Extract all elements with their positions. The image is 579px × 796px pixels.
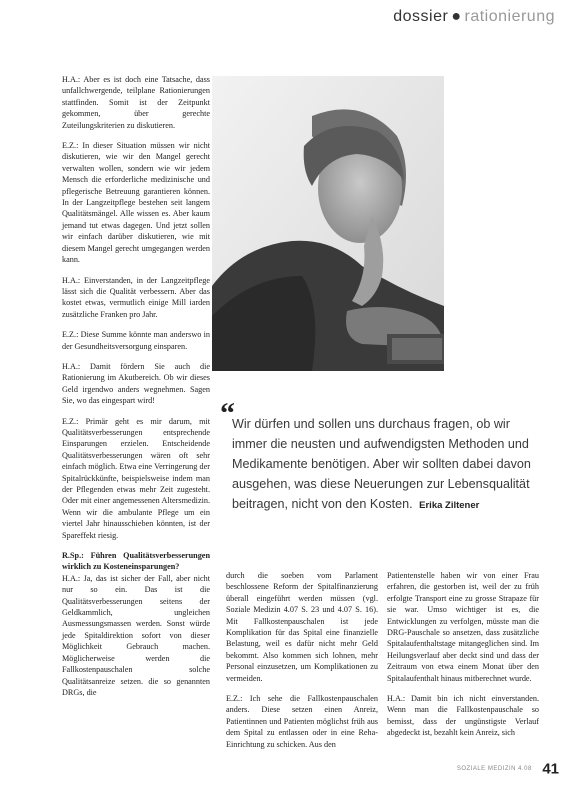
- header-separator: ●: [451, 8, 462, 25]
- section-header: [393, 8, 555, 26]
- quote-text: Wir dürfen und sollen uns durchaus fragen, ob wir immer die neusten und aufwendigsten Methoden und Medikamente benötigen. Aber wir sollten dabei davon ausgehen, was diese Neuerungen zur Lebensqualität beitragen, nicht von den Kosten.: [232, 417, 531, 511]
- paragraph: durch die soeben vom Parlament beschlossene Reform der Spitalfinanzierung überall eingeführt werden müssen (vgl. Soziale Medizin 4.07 S. 23 und 4.07 S. 16). Mit Fallkostenpauschalen ist jede Komplikation für das Spital eine finanzielle Belastung, weil es dafür nicht mehr Geld bekommt. Also kommen sich lohnen, mehr Personal einzusetzen, um Komplikationen zu vermeiden.: [226, 571, 378, 683]
- header-keyword-dossier: dossier: [393, 8, 449, 25]
- left-column: [62, 74, 210, 707]
- portrait-photo: [212, 76, 444, 371]
- quote-author: Erika Ziltener: [419, 500, 480, 511]
- paragraph: H.A.: Damit fördern Sie auch die Rationierung im Akutbereich. Ob wir dieses Geld irgendwo anders wegnehmen. Sagen Sie, wo das eingespart wird!: [62, 361, 210, 406]
- quote-mark: “: [220, 397, 235, 430]
- paragraph: H.A.: Ja, das ist sicher der Fall, aber nicht nur so ein. Das ist die Qualitätsverbesserungen seitens der Geldkammlich, ungleichen Ausmessungsmassen werden. Sonst würde jede Spitaldirektion sofort von dieser Möglichkeit Gebrauch machen. Möglicherweise werden die Fallkostenpauschalen solche Qualitätsanreize setzen. die so genannten DRGs, die: [62, 573, 210, 697]
- paragraph: E.Z.: In dieser Situation müssen wir nicht diskutieren, wie wir den Mangel gerecht verwalten wollen, sondern wie wir jedem Mensch die erforderliche medizinische und pflegerische Betreuung garantieren können. In der Langzeitpflege bestehen seit langem Qualitätsmängel. Alle wissen es. Aber kaum jemand tut etwas dagegen. Und jetzt sollen wir einfach darüber diskutieren, wie mit diesem Mangel gerecht umgegangen werden kann.: [62, 141, 210, 265]
- paragraph: H.A.: Damit bin ich nicht einverstanden. Wenn man die Fallkostenpauschale so bemisst, dass der ungünstigste Verlauf abgedeckt ist, bezahlt kein Anreiz, sich: [387, 694, 539, 738]
- header-keyword-topic: rationierung: [464, 8, 555, 25]
- portrait-illustration: [212, 76, 444, 371]
- interview-question: R.Sp.: Führen Qualitätsverbesserungen wirklich zu Kosteneinsparungen?: [62, 551, 210, 572]
- pull-quote: [220, 397, 540, 516]
- paragraph: E.Z.: Primär geht es mir darum, mit Qualitätsverbesserungen entsprechende Einsparungen erzielen. Entscheidende Qualitätsverbesserungen wären oft sehr einfach möglich. Etwa eine Verringerung der Spitalrückkünfte, beispielsweise indem man der Pflegenden etwas mehr Zeit zugesteht. Oder mit einer angemessenen Altersmedizin. Wenn wir die ambulante Pflege um ein viertel Jahr hinausschieben könnten, ist der Spareffekt riesig.: [62, 416, 210, 540]
- page-footer: [457, 760, 559, 778]
- paragraph: H.A.: Einverstanden, in der Langzeitpflege lässt sich die Qualität verbessern. Aber das kostet etwas, vermutlich einige Mill iarden zusätzliche Franken pro Jahr.: [62, 275, 210, 319]
- publication-name: SOZIALE MEDIZIN 4.08: [456, 765, 532, 772]
- paragraph: H.A.: Aber es ist doch eine Tatsache, dass unfallchwergende, teilplane Rationierungen stattfinden. Somit ist der Zeitpunkt gekommen, über gerechte Zuteilungskriterien zu diskutieren.: [62, 75, 210, 130]
- paragraph: E.Z.: Ich sehe die Fallkostenpauschalen anders. Diese setzen einen Anreiz, Patientinnen und Patienten möglichst früh aus dem Spital zu entlassen oder in eine Reha-Einrichtung zu schicken. Aus den: [226, 694, 378, 749]
- middle-column: [226, 570, 378, 759]
- page-number: 41: [542, 760, 559, 778]
- paragraph: Patientenstelle haben wir von einer Frau erfahren, die gestorben ist, weil der zu früh erfolgte Transport eine zu grosse Strapaze für sie war. Umso wichtiger ist es, die Entwicklungen zu verfolgen, müsste man die DRG-Pauschale so ansetzen, dass zusätzliche Spitalaufenthaltstage mitangeglichen sind. Im Heilungsverlauf aber deckt sind und dass der Zeitraum von etwa einem Monat über den Spitalaufenthalt hinaus mitberechnet wurde.: [387, 571, 539, 683]
- paragraph: E.Z.: Diese Summe könnte man anderswo in der Gesundheitsversorgung einsparen.: [62, 330, 210, 351]
- right-column: [387, 570, 539, 748]
